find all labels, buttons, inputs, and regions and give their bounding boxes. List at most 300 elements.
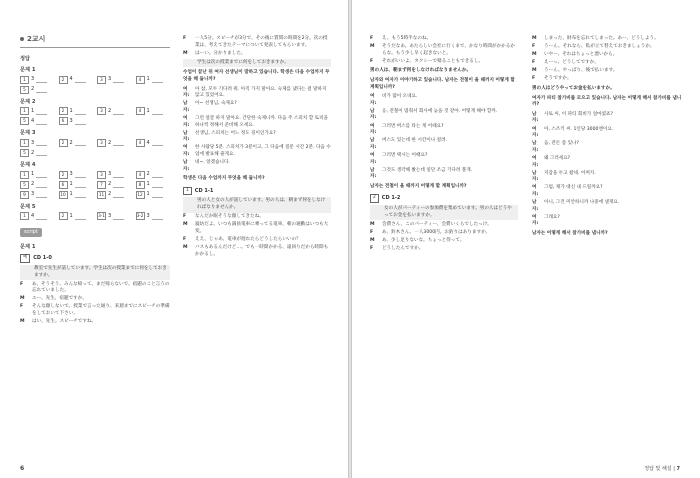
- line-text: 그런 얼굴 하지 말아요. 간단한 숙제니까. 다음 주 스피치 할 토픽을 하나씩 정해서 준비해 오세요.: [195, 115, 328, 128]
- item-number: 9: [20, 191, 29, 199]
- item-answer: 3: [31, 76, 35, 83]
- korean-question: 학생은 다음 수업까지 무엇을 해 둡니까?: [183, 176, 265, 182]
- line-text: 아 참, 모두 기다려 줘. 아직 가지 말아요. 숙제를 냈다는 걸 말하지 않고 있었어요.: [195, 86, 327, 99]
- speaker: 여자:: [183, 145, 190, 157]
- item-number: 1: [20, 107, 29, 115]
- line-text: 그러면 택시는 어때요?: [382, 152, 428, 158]
- speaker: 여자:: [532, 214, 539, 227]
- dialogue-line: [532, 156, 682, 169]
- line-text: 아니, 그건 미안하니까 나중에 낼게요.: [544, 199, 620, 205]
- speaker: M: [532, 68, 537, 74]
- line-text: あ、鈴木さん。一人3000円。お釣りはありますか。: [382, 229, 491, 235]
- answer-line: [75, 108, 86, 115]
- speaker: 여자:: [532, 126, 539, 139]
- answer-line: [75, 213, 86, 220]
- answer-item: [97, 139, 132, 147]
- dialogue-line: [532, 215, 682, 228]
- dialogue-line: [370, 44, 518, 57]
- dialogue-line: [183, 59, 331, 68]
- item-number: 7: [97, 181, 106, 189]
- korean-intro: 여자가 파티 참가비를 모으고 있습니다. 남자는 어떻게 해서 참가비를 냅니까?: [532, 95, 682, 108]
- answer-item: [97, 181, 132, 189]
- korean-question: 남자는 전철이 올 때까지 어떻게 할 계획입니까?: [370, 183, 467, 189]
- korean-dialogue: [183, 87, 331, 174]
- answer-line: [75, 171, 86, 178]
- answer-line: [113, 213, 124, 220]
- section-heading: 2교시: [20, 36, 170, 43]
- answer-item: [97, 171, 132, 179]
- line-text: バスもあるんだけど…。でも一時間かかる、遠回りだから時間もかかるし。: [195, 244, 329, 257]
- line-text: 버스도 있는데 한 시간이나 걸려.: [382, 138, 447, 144]
- dialogue-line: [183, 36, 331, 49]
- line-text: 그럼, 제가 대신 내 드릴까요?: [544, 185, 603, 191]
- item-answer: 2: [31, 181, 35, 188]
- speaker: 남자:: [183, 101, 190, 113]
- item-answer: 3: [69, 118, 73, 125]
- answer-item: [20, 86, 55, 94]
- dialogue-line: [370, 138, 518, 151]
- speaker: M: [183, 222, 188, 228]
- line-text: はい、先生。スピーチですね。: [32, 319, 97, 325]
- item-answer: 1: [31, 171, 35, 178]
- question: 男の人はどうやってお金を払いますか。: [532, 86, 615, 92]
- item-number: 1: [20, 139, 29, 147]
- item-answer: 2: [108, 181, 112, 188]
- script-section: 문제 1: [20, 243, 36, 250]
- dialogue-line: [183, 101, 331, 114]
- dialogue-line: [370, 36, 518, 43]
- item-number: 6: [59, 117, 68, 125]
- item-number: 1: [20, 212, 29, 220]
- item-answer: 2: [146, 171, 150, 178]
- answer-item: [20, 212, 55, 220]
- dialogue-line: [532, 127, 682, 140]
- item-answer: 2: [108, 108, 112, 115]
- speaker: 남자:: [183, 130, 190, 143]
- dialogue-line: [183, 116, 331, 129]
- item-number: 3: [97, 107, 106, 115]
- line-text: 教室で先生が話しています。学生は次の授業までに何をしておきますか。: [34, 265, 167, 278]
- answer-groups: [20, 67, 170, 220]
- speaker: 남자:: [370, 167, 377, 180]
- answer-item: [136, 212, 171, 220]
- item-answer: 1: [69, 108, 73, 115]
- answer-line: [113, 139, 124, 146]
- item-number: 10: [60, 191, 66, 197]
- speaker: 여자:: [532, 155, 539, 168]
- line-text: 네~. 알겠습니다.: [195, 160, 230, 165]
- korean-intro: 수업이 끝난 뒤 여자 선생님이 말하고 있습니다. 학생은 다음 수업까지 무엇을 해 둡니까?: [183, 70, 330, 82]
- answer-grid: [20, 107, 170, 125]
- item-answer: 3: [108, 76, 112, 83]
- korean-dialogue: [370, 94, 518, 181]
- item-answer: 1: [146, 108, 150, 115]
- answer-item: [97, 76, 132, 84]
- answers-block: [20, 47, 170, 221]
- item-answer: 2: [31, 86, 35, 93]
- item-number: 2: [59, 171, 68, 179]
- dialogue-line: [20, 304, 170, 317]
- item-answer: 3: [31, 191, 35, 198]
- item-number: 1: [20, 171, 29, 179]
- line-text: 지갑을 두고 왔네. 어쩌지.: [544, 170, 596, 176]
- dialogue-line: [370, 109, 518, 122]
- right-column-1: [370, 36, 518, 254]
- answer-item: [59, 212, 94, 220]
- item-answer: 4: [31, 118, 35, 125]
- dialogue-line: [532, 141, 682, 154]
- example-cd: 예 CD 1-0: [20, 254, 170, 263]
- item-number: 3: [97, 139, 106, 147]
- answer-group-title: 문제 3: [20, 130, 36, 137]
- item-number: 4: [136, 107, 145, 115]
- item-answer: 3: [31, 139, 35, 146]
- dialogue-line: [532, 60, 682, 67]
- line-text: 学生は次の授業までに何をしておきますか。: [197, 59, 289, 65]
- item-number: 1: [20, 76, 29, 84]
- speaker: M: [370, 44, 375, 50]
- answer-line: [152, 181, 163, 188]
- dialogue-line: [183, 222, 331, 235]
- dialogue-line: [183, 160, 331, 173]
- line-text: そうだなあ。あたらしい会社に行くまで、かなり時間がかかるからな。もう少し早く起きないと。: [382, 44, 515, 56]
- answer-line: [36, 181, 47, 188]
- speaker: M: [20, 319, 25, 325]
- item-answer: 1: [146, 181, 150, 188]
- line-text: うーん、それなら、私が立て替えておきましょうか。: [544, 44, 655, 50]
- left-column-1: [20, 36, 170, 327]
- line-text: 寝坊だよ。いつも満員電車に乗ってる電車、朝の通勤はいつも大変。: [195, 222, 329, 234]
- item-number: 3-1: [98, 213, 105, 219]
- answer-item: [20, 107, 55, 115]
- line-text: 선생님, 스피치는 어느 정도 길이인가요?: [195, 130, 276, 136]
- dialogue-line: [183, 197, 331, 212]
- answer-item: [97, 107, 132, 115]
- speaker: [22, 266, 31, 279]
- question: 男の人は、朝まず何をしなければなりませんか。: [370, 68, 472, 74]
- line-text: どうしたんですか。: [382, 245, 424, 251]
- answer-line: [152, 76, 163, 83]
- line-text: 会費さん、このパーティー、会費いくらでしたっけ。: [382, 221, 492, 227]
- item-number: 5: [20, 117, 29, 125]
- speaker: F: [532, 44, 536, 50]
- answer-group-title: 문제 2: [20, 98, 36, 105]
- item-answer: 3: [108, 212, 112, 219]
- item-number: 12: [137, 191, 143, 197]
- line-text: はーい。分かりました。: [195, 50, 246, 56]
- line-text: 음, 잔돈 좀 있나?: [544, 141, 579, 147]
- answer-item: [59, 117, 94, 125]
- answer-line: [113, 181, 124, 188]
- line-text: エー、先生、宿題ですか。: [32, 296, 87, 302]
- line-text: 아, 스즈키 씨. 1인당 3000엔이요.: [544, 126, 614, 132]
- answer-line: [152, 171, 163, 178]
- item-number: 4: [136, 139, 145, 147]
- korean-dialogue: [532, 112, 682, 228]
- dialogue-line: [370, 205, 518, 220]
- line-text: 그것도 생각해 봤는데 일단 조금 기다려 볼게.: [382, 167, 473, 173]
- speaker: 여자:: [370, 123, 377, 136]
- bullet-icon: [20, 37, 24, 41]
- answer-grid: [20, 76, 170, 94]
- item-number: 5: [20, 149, 29, 157]
- answer-group-title: 문제 4: [20, 161, 36, 168]
- speaker: 여자:: [532, 185, 539, 197]
- answer-line: [75, 139, 86, 146]
- speaker: M: [532, 36, 537, 41]
- dialogue-line: [532, 76, 682, 83]
- answer-line: [36, 118, 47, 125]
- left-column-2: [183, 36, 331, 260]
- item-number: 5: [20, 86, 29, 94]
- speaker: [185, 60, 194, 67]
- line-text: あ、少し足りないな。ちょっと待って。: [382, 237, 465, 243]
- dialogue-line: [20, 265, 170, 280]
- dialogue-line: [532, 185, 682, 198]
- item-answer: 2: [108, 139, 112, 146]
- dialogue-line: [532, 171, 682, 184]
- answer-item: [20, 181, 55, 189]
- answer-item: [59, 191, 94, 199]
- speaker: 여자:: [370, 94, 377, 106]
- dialogue-continued: [183, 36, 331, 67]
- answer-item: [97, 212, 132, 220]
- item-answer: 1: [69, 181, 73, 188]
- dialogue-continued: [370, 36, 518, 65]
- answer-line: [36, 76, 47, 83]
- item-answer: 3: [69, 171, 73, 178]
- answer-grid: [20, 139, 170, 157]
- problem-2-cd: 2 CD 1-2: [370, 194, 518, 203]
- answer-item: [136, 191, 171, 199]
- answer-item: [20, 191, 55, 199]
- item-answer: 4: [31, 212, 35, 219]
- line-text: 한 사람당 5분. 스피치가 3분이고, 그 다음에 질문 시간 2분. 다음 수업에 발표해 줄게요.: [195, 145, 331, 157]
- dialogue-line: [532, 112, 682, 125]
- speaker: M: [20, 296, 25, 302]
- item-answer: 2: [108, 191, 112, 198]
- answer-item: [20, 171, 55, 179]
- item-number: 5: [20, 181, 29, 189]
- dialogue-line: [532, 44, 682, 51]
- problem-1-cd: 1 CD 1-1: [183, 187, 331, 196]
- line-text: 사토 씨, 이 파티 회비가 얼마였죠?: [544, 111, 613, 117]
- speaker: [372, 206, 381, 219]
- korean-question: 남자는 어떻게 해서 참가비를 냅니까?: [532, 230, 608, 236]
- answer-item: [59, 181, 94, 189]
- answer-item: [136, 139, 171, 147]
- dialogue-line: [370, 168, 518, 181]
- dialogue-line: [183, 237, 331, 244]
- speaker: 남자:: [532, 111, 539, 124]
- speaker: M: [370, 237, 375, 243]
- korean-intro: 남자와 여자가 이야기하고 있습니다. 남자는 전철이 올 때까지 어떻게 할 계획입니까?: [370, 77, 515, 90]
- page-number-left: 6: [20, 465, 25, 472]
- answer-line: [36, 86, 47, 93]
- speaker: F: [532, 60, 536, 66]
- item-answer: 1: [146, 191, 150, 198]
- answer-line: [113, 108, 124, 115]
- line-text: うーん、やっぱり、後で払います。: [544, 68, 618, 74]
- answer-item: [20, 76, 55, 84]
- answer-line: [75, 76, 86, 83]
- line-text: しまった、財布を忘れてしまった。あー、どうしよう。: [544, 36, 659, 41]
- line-text: そうですか。: [544, 76, 572, 82]
- speaker: F: [183, 236, 187, 242]
- dialogue-line: [183, 145, 331, 158]
- item-number: 2: [59, 107, 68, 115]
- answer-line: [36, 213, 47, 220]
- answers-label: 정답: [20, 55, 31, 62]
- answer-item: [20, 139, 55, 147]
- answer-grid: [20, 212, 170, 220]
- problem-2-dialogue: [370, 205, 518, 253]
- dialogue-line: [183, 51, 331, 58]
- item-answer: 1: [69, 212, 73, 219]
- dialogue-line: [532, 52, 682, 59]
- speaker: [185, 198, 194, 211]
- speaker: 남자:: [370, 108, 377, 121]
- footer: 정답 및 해설 | 7: [644, 466, 680, 472]
- item-answer: 1: [146, 76, 150, 83]
- item-answer: 4: [69, 76, 73, 83]
- speaker: F: [183, 36, 187, 41]
- script-tag: script: [20, 228, 42, 237]
- dialogue-line: [20, 296, 170, 303]
- speaker: 남자:: [532, 141, 539, 153]
- line-text: 아~ 선생님, 숙제요?: [195, 101, 237, 107]
- answer-grid: [20, 171, 170, 199]
- dialogue-line: [370, 238, 518, 245]
- dialogue-line: [370, 94, 518, 107]
- speaker: F: [183, 214, 187, 220]
- line-text: なんだか眠そうな顔してきたね。: [195, 214, 264, 220]
- item-answer: 1: [69, 191, 73, 198]
- answer-item: [59, 76, 94, 84]
- line-text: 그러면 버스를 타는 게 어때요?: [382, 123, 444, 129]
- speaker: M: [370, 221, 375, 227]
- line-text: 응, 전철이 멈춰서 회사에 늦을 것 같아. 어떻게 해야 할까.: [382, 108, 498, 114]
- speaker: F: [370, 36, 374, 41]
- item-number: 11: [98, 191, 105, 197]
- dialogue-line: [183, 131, 331, 144]
- speaker: F: [370, 58, 374, 64]
- line-text: あ、そうそう、みんな帰って、まだ帰らないで。宿題のこと言うの忘れていました。: [32, 281, 170, 294]
- answer-line: [113, 191, 124, 198]
- line-text: それがいいよ。タクシーで帰ることもできるし。: [382, 58, 484, 64]
- speaker: 여자:: [183, 115, 190, 128]
- answer-line: [36, 171, 47, 178]
- answer-item: [136, 181, 171, 189]
- item-number: 3: [97, 76, 106, 84]
- speaker: 남자:: [183, 160, 190, 172]
- line-text: 女の人がパーティーの参加費を集めています。男の人はどうやってお金を払いますか。: [384, 205, 512, 218]
- dialogue-line: [370, 246, 518, 253]
- answer-line: [36, 149, 47, 156]
- dialogue-line: [20, 319, 170, 326]
- answer-item: [59, 107, 94, 115]
- answer-line: [75, 181, 86, 188]
- item-number: 2: [59, 139, 68, 147]
- answer-line: [152, 139, 163, 146]
- line-text: えーっ、どうしてですか。: [544, 60, 599, 66]
- item-answer: 2: [69, 139, 73, 146]
- dialogue-line: [183, 214, 331, 221]
- answer-item: [136, 107, 171, 115]
- answer-item: [136, 171, 171, 179]
- item-number: 3-2: [136, 213, 144, 219]
- speaker: M: [532, 52, 537, 58]
- answer-item: [20, 149, 55, 157]
- item-answer: 2: [31, 149, 35, 156]
- answer-line: [75, 118, 86, 125]
- left-page: [0, 0, 348, 478]
- answer-item: [136, 76, 171, 84]
- answer-line: [75, 191, 86, 198]
- answer-line: [113, 171, 124, 178]
- dialogue-continued: [532, 36, 682, 83]
- dialogue-line: [183, 245, 331, 258]
- answer-line: [152, 108, 163, 115]
- line-text: え、もう5時半なのね。: [382, 36, 432, 41]
- line-text: ええ、じゃあ、電車が遅れたらどうしたらいいの？: [195, 236, 301, 242]
- right-page: [352, 0, 700, 478]
- answer-group-title: 문제 5: [20, 203, 36, 210]
- line-text: 一人5分。スピーチが3分で、その後に質問の時間を2分。次の授業は、考えてきたテーマについて発表してもらいます。: [195, 36, 328, 48]
- item-answer: 3: [146, 212, 150, 219]
- answer-item: [20, 117, 55, 125]
- dialogue-line: [370, 153, 518, 166]
- line-text: 비가 많이 오네요.: [382, 94, 418, 100]
- item-number: 8: [136, 181, 145, 189]
- answer-line: [152, 191, 163, 198]
- line-text: 男の人と女の人が話しています。男の人は、朝まず何をしなければなりませんか。: [197, 198, 326, 210]
- dialogue-line: [370, 230, 518, 237]
- answer-line: [36, 108, 47, 115]
- line-text: そんな顔しないで。授業で言った通り、来週までにスピーチの準備をしておいて下さい。: [32, 304, 170, 316]
- item-answer: 4: [146, 139, 150, 146]
- dialogue-line: [370, 222, 518, 229]
- answer-item: [59, 171, 94, 179]
- item-answer: 1: [31, 108, 35, 115]
- item-number: 2: [59, 76, 68, 84]
- dialogue-line: [183, 87, 331, 100]
- item-number: 4: [136, 171, 145, 179]
- item-number: 2: [59, 212, 68, 220]
- line-text: 그래요?: [544, 214, 560, 220]
- dialogue-line: [532, 200, 682, 213]
- example-dialogue: [20, 265, 170, 326]
- speaker: F: [370, 245, 374, 251]
- speaker: 남자:: [532, 170, 539, 183]
- dialogue-line: [370, 59, 518, 66]
- speaker: 여자:: [183, 86, 190, 99]
- answer-group-title: 문제 1: [20, 67, 36, 74]
- answer-line: [113, 76, 124, 83]
- item-number: 3: [97, 171, 106, 179]
- answer-item: [59, 139, 94, 147]
- speaker: F: [20, 304, 24, 310]
- item-number: 4: [136, 76, 145, 84]
- speaker: F: [532, 76, 536, 82]
- item-number: 6: [59, 181, 68, 189]
- dialogue-line: [532, 36, 682, 43]
- speaker: 여자:: [370, 152, 377, 165]
- speaker: F: [370, 229, 374, 235]
- speaker: M: [183, 244, 188, 250]
- line-text: 왜 그러세요?: [544, 155, 571, 161]
- speaker: M: [183, 50, 188, 56]
